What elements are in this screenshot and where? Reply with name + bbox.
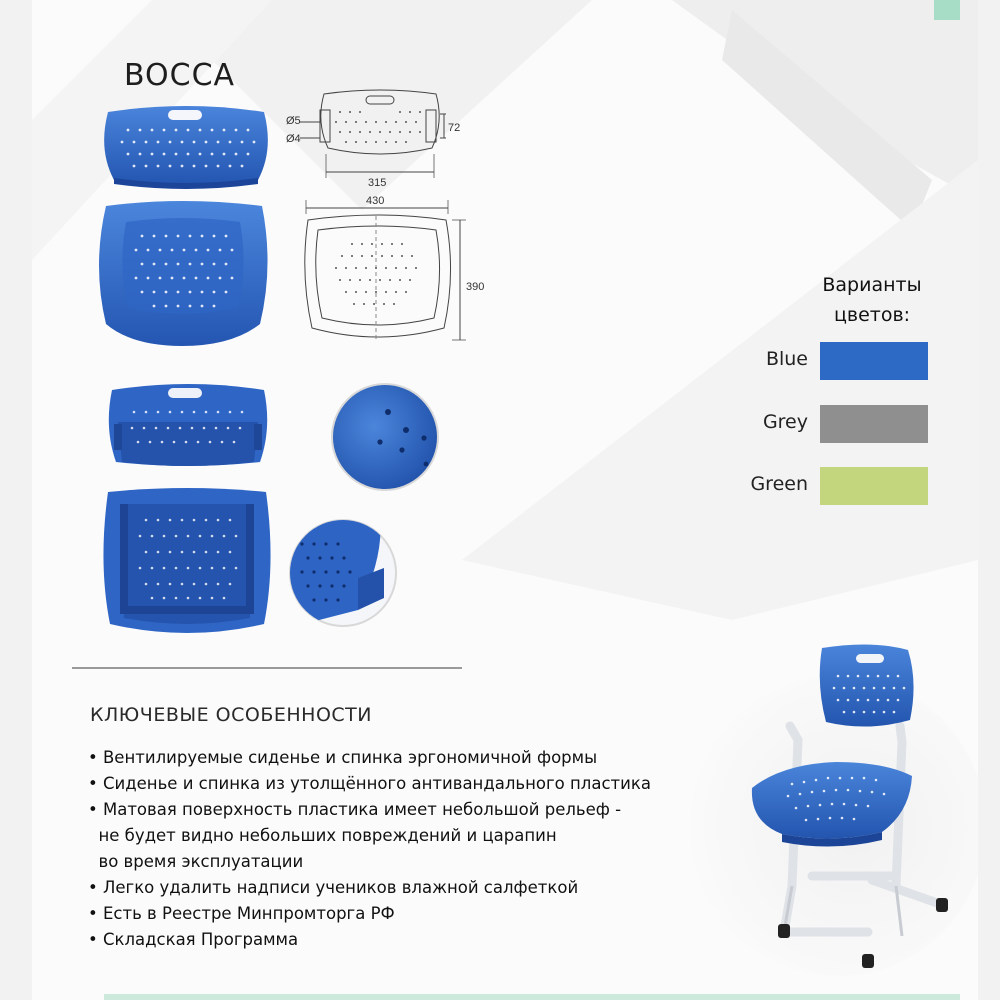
feature-item-continued: не будет видно небольших повреждений и царапин — [88, 826, 557, 845]
seat-rear-photo — [98, 484, 276, 644]
color-option-label: Green — [750, 473, 808, 495]
backrest-drawing — [280, 86, 480, 190]
seat-drawing — [296, 194, 496, 354]
dim-seat-depth: 390 — [466, 281, 485, 293]
dim-hole-large: Ø5 — [286, 115, 301, 127]
feature-item: • Есть в Реестре Минпромторга РФ — [88, 904, 395, 923]
backrest-rear-photo — [104, 378, 272, 470]
feature-item: • Вентилируемые сиденье и спинка эргономичной формы — [88, 748, 598, 767]
color-options-title: Варианты цветов: — [822, 274, 922, 326]
feature-item: • Легко удалить надписи учеников влажной салфеткой — [88, 878, 579, 897]
feature-item-continued: во время эксплуатации — [88, 852, 304, 871]
seat-photo — [92, 196, 274, 352]
color-swatch-blue — [820, 342, 928, 380]
texture-closeup-1 — [330, 382, 440, 492]
dim-hole-small: Ø4 — [286, 133, 301, 145]
color-option-label: Blue — [765, 348, 808, 370]
feature-item: • Складская Программа — [88, 930, 299, 949]
product-sheet — [32, 0, 978, 1000]
dim-seat-width: 430 — [366, 195, 385, 207]
color-option-blue — [722, 342, 960, 382]
texture-closeup-2 — [288, 518, 398, 628]
features-list — [88, 745, 651, 953]
dim-backrest-width: 315 — [368, 177, 387, 189]
corner-accent — [934, 0, 960, 20]
color-swatch-grey — [820, 405, 928, 443]
feature-item: • Сиденье и спинка из утолщённого антивандального пластика — [88, 774, 651, 793]
features-title: КЛЮЧЕВЫЕ ОСОБЕННОСТИ — [90, 704, 372, 726]
dim-backrest-height: 72 — [448, 122, 461, 134]
section-divider — [72, 667, 462, 669]
color-option-green — [722, 467, 960, 507]
backrest-photo — [98, 100, 274, 190]
feature-item: • Матовая поверхность пластика имеет небольшой рельеф - — [88, 800, 622, 819]
chair-photo — [672, 636, 978, 980]
bottom-accent-strip — [104, 994, 960, 1000]
model-name: BOCCA — [124, 58, 236, 93]
color-swatch-green — [820, 467, 928, 505]
color-option-label: Grey — [762, 411, 808, 433]
color-option-grey — [722, 405, 960, 445]
